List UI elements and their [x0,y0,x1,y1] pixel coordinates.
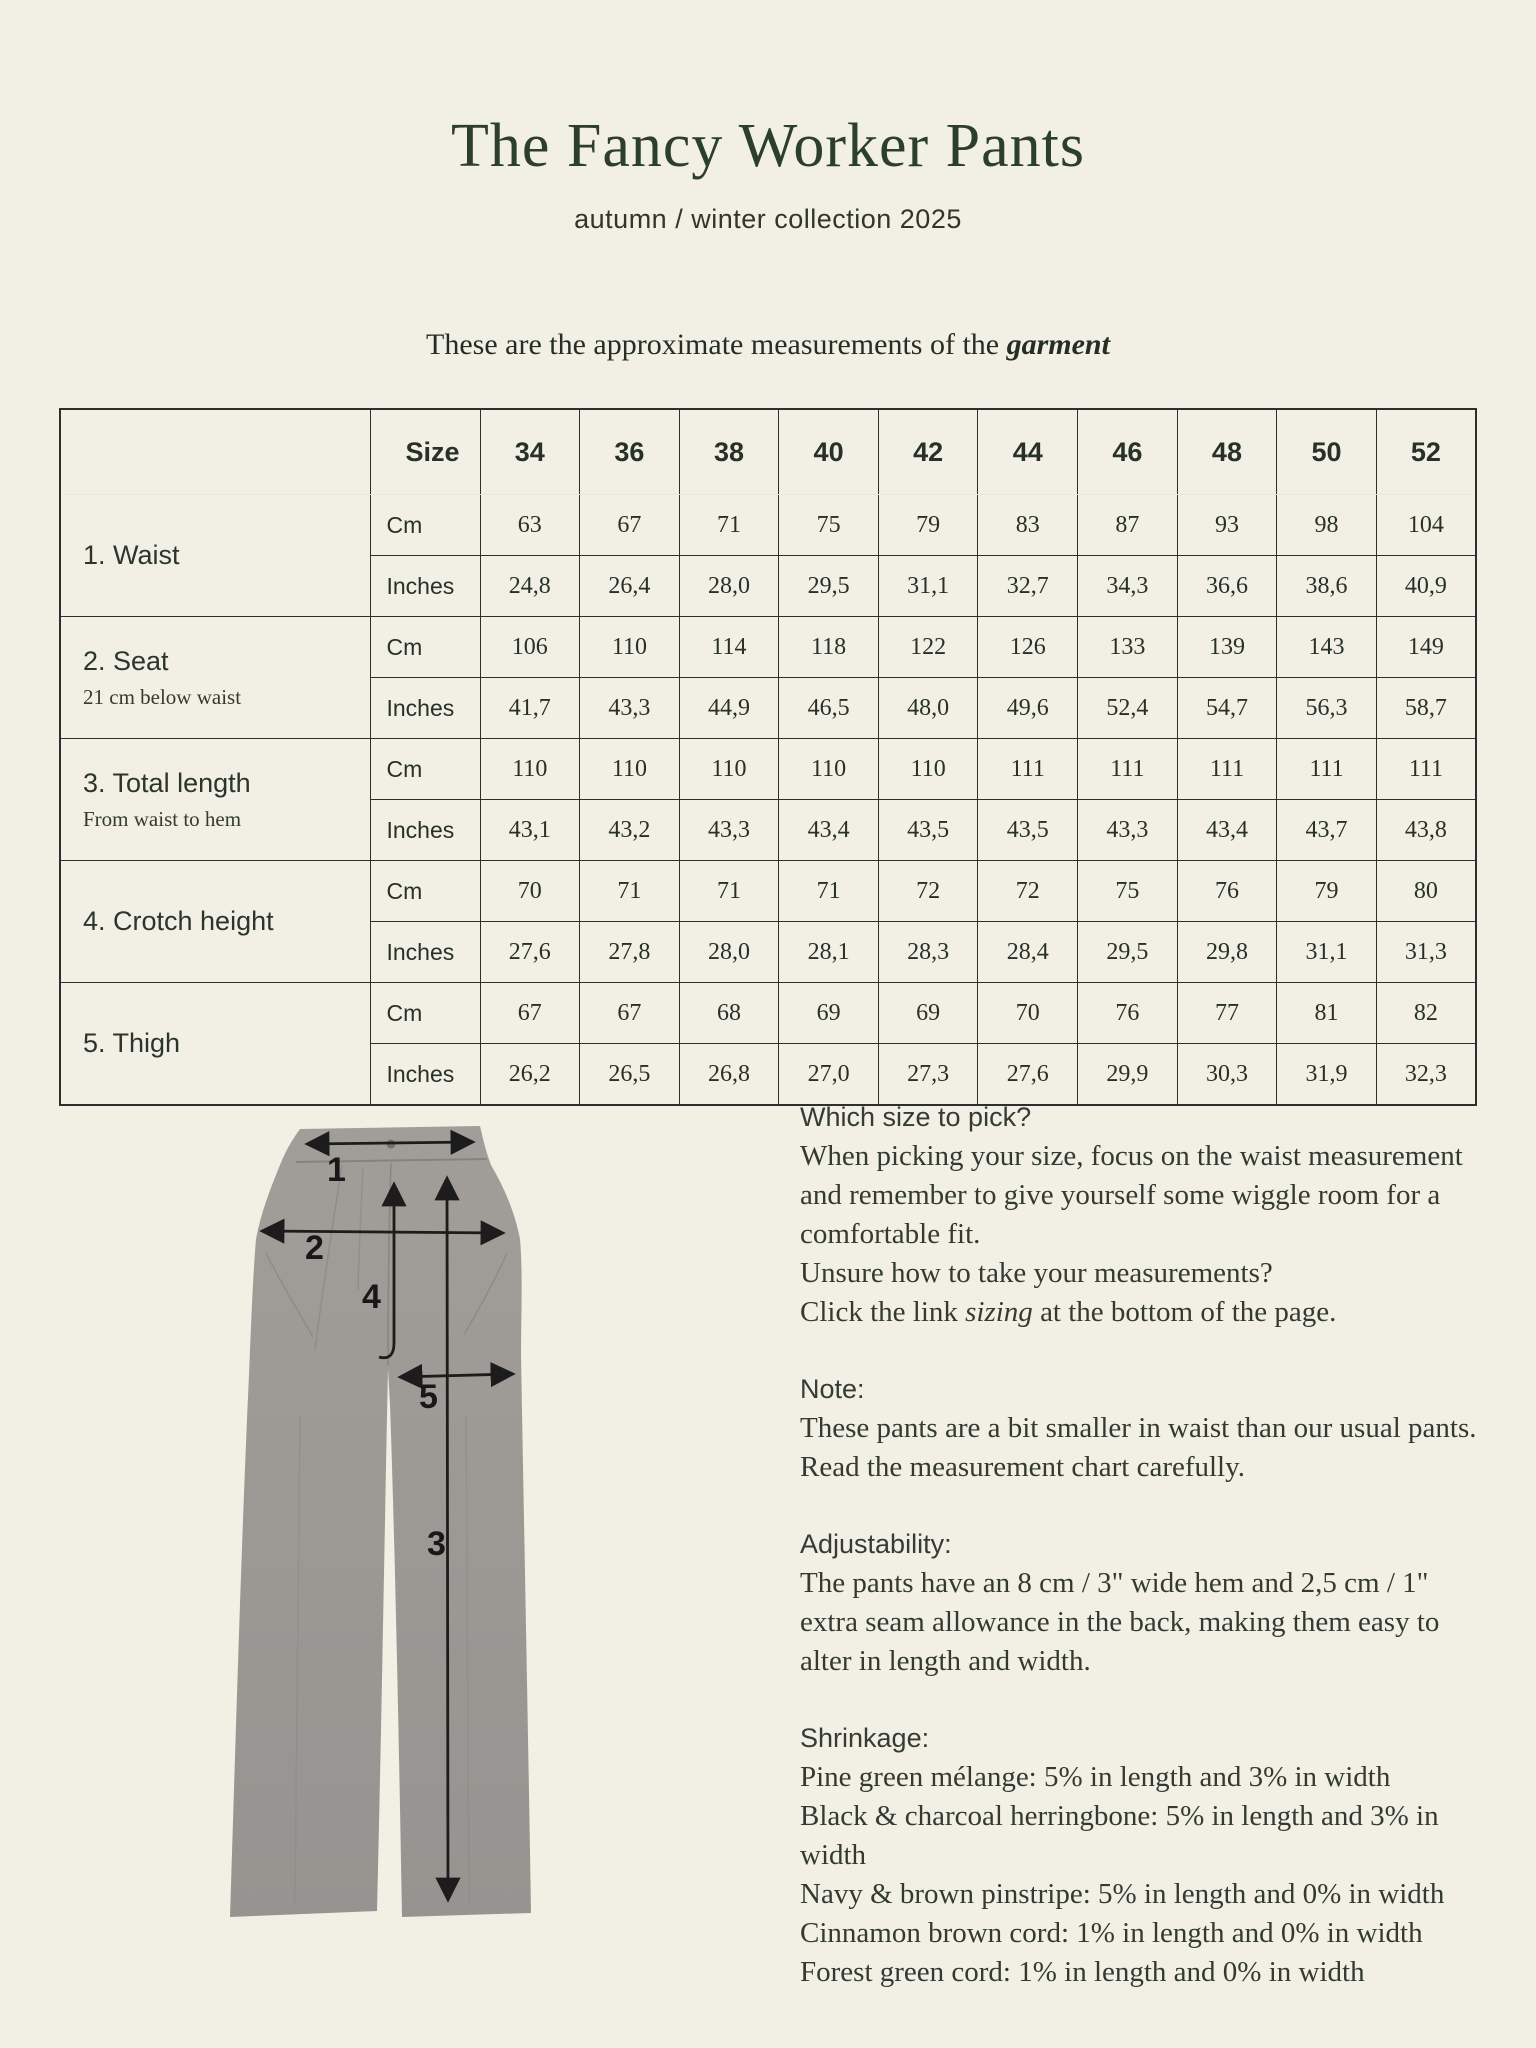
cm-value-cell: 111 [1376,739,1476,800]
cm-value-cell: 79 [1277,861,1377,922]
emphasis-text: sizing [965,1296,1033,1328]
cm-value-cell: 77 [1177,983,1277,1044]
section-heading: Note: [800,1374,865,1404]
seat-arrow [263,1231,502,1233]
inches-value-cell: 27,3 [878,1044,978,1106]
inches-value-cell: 28,0 [679,922,779,983]
inches-value-cell: 43,4 [779,800,879,861]
inches-value-cell: 38,6 [1277,556,1377,617]
cm-unit-cell: Cm [370,617,480,678]
cm-value-cell: 72 [878,861,978,922]
inches-value-cell: 32,3 [1376,1044,1476,1106]
cm-value-cell: 71 [779,861,879,922]
measurement-label: 3. Total length [83,767,251,798]
body-text: Forest green cord: 1% in length and 0% in width [800,1956,1365,1988]
inches-value-cell: 43,3 [580,678,680,739]
inches-value-cell: 30,3 [1177,1044,1277,1106]
section-paragraph [800,1293,1478,1332]
inches-value-cell: 43,1 [480,800,580,861]
cm-value-cell: 76 [1078,983,1178,1044]
inches-value-cell: 43,7 [1277,800,1377,861]
cm-value-cell: 79 [878,495,978,556]
inches-value-cell: 44,9 [679,678,779,739]
page-title: The Fancy Worker Pants [450,112,1085,180]
row-label-cell [60,861,370,983]
measurement-label: 1. Waist [83,540,180,570]
row-label-cell [60,739,370,861]
cm-value-cell: 71 [580,861,680,922]
section-heading: Shrinkage: [800,1723,930,1753]
body-text: Click the link [800,1296,966,1328]
body-text: Navy & brown pinstripe: 5% in length and 0% in width [800,1878,1445,1910]
inches-value-cell: 43,5 [978,800,1078,861]
section-paragraph [800,1254,1478,1293]
cm-value-cell: 126 [978,617,1078,678]
size-header-cell: 36 [580,409,680,495]
size-header-cell: 50 [1277,409,1377,495]
inches-value-cell: 48,0 [878,678,978,739]
section-paragraph [800,1137,1478,1254]
page-subtitle: autumn / winter collection 2025 [574,204,962,234]
measurement-sublabel: From waist to hem [83,806,242,831]
cm-value-cell: 81 [1277,983,1377,1044]
inches-value-cell: 24,8 [480,556,580,617]
cm-value-cell: 67 [580,495,680,556]
cm-value-cell: 110 [580,617,680,678]
cm-value-cell: 82 [1376,983,1476,1044]
cm-unit-cell: Cm [370,495,480,556]
section-paragraph [800,1758,1478,1797]
cm-value-cell: 118 [779,617,879,678]
cm-unit-cell: Cm [370,739,480,800]
cm-value-cell: 63 [480,495,580,556]
inches-value-cell: 43,3 [1078,800,1178,861]
inches-value-cell: 29,9 [1078,1044,1178,1106]
cm-value-cell: 149 [1376,617,1476,678]
row-label-cell [60,983,370,1106]
inches-value-cell: 36,6 [1177,556,1277,617]
size-header-cell: 52 [1376,409,1476,495]
cm-value-cell: 133 [1078,617,1178,678]
size-header-cell: 48 [1177,409,1277,495]
inches-value-cell: 58,7 [1376,678,1476,739]
info-section [800,1098,1478,1332]
inches-value-cell: 26,4 [580,556,680,617]
cm-value-cell: 71 [679,861,779,922]
row-label-cell [60,495,370,617]
cm-value-cell: 70 [978,983,1078,1044]
inches-value-cell: 43,2 [580,800,680,861]
cm-value-cell: 143 [1277,617,1377,678]
section-heading: Adjustability: [800,1529,952,1559]
inches-value-cell: 54,7 [1177,678,1277,739]
info-section [800,1525,1478,1681]
cm-value-cell: 76 [1177,861,1277,922]
cm-value-cell: 87 [1078,495,1178,556]
pants-measurement-diagram [150,1105,590,1945]
info-section [800,1719,1478,1992]
inches-value-cell: 34,3 [1078,556,1178,617]
section-paragraph [800,1953,1478,1992]
inches-value-cell: 28,3 [878,922,978,983]
inches-unit-cell: Inches [370,922,480,983]
inches-value-cell: 27,8 [580,922,680,983]
inches-value-cell: 28,1 [779,922,879,983]
inches-value-cell: 43,8 [1376,800,1476,861]
inches-value-cell: 52,4 [1078,678,1178,739]
cm-value-cell: 69 [878,983,978,1044]
inches-value-cell: 29,8 [1177,922,1277,983]
pants-diagram-container [150,1105,590,1945]
inches-value-cell: 31,1 [1277,922,1377,983]
inches-value-cell: 29,5 [1078,922,1178,983]
inches-unit-cell: Inches [370,556,480,617]
inches-value-cell: 46,5 [779,678,879,739]
size-header-cell: 38 [679,409,779,495]
inches-value-cell: 41,7 [480,678,580,739]
section-paragraph [800,1409,1478,1487]
inches-value-cell: 32,7 [978,556,1078,617]
inches-value-cell: 31,1 [878,556,978,617]
inches-value-cell: 26,2 [480,1044,580,1106]
info-column [800,1098,1478,2030]
cm-value-cell: 110 [779,739,879,800]
cm-value-cell: 110 [878,739,978,800]
body-text: These pants are a bit smaller in waist than our usual pants. Read the measurement chart carefully. [800,1412,1477,1483]
intro-text [0,328,1536,362]
measurement-sublabel: 21 cm below waist [83,684,242,709]
waist-arrow [308,1142,472,1144]
cm-value-cell: 111 [1277,739,1377,800]
measurement-label: 5. Thigh [83,1028,181,1058]
body-text: at the bottom of the page. [1032,1296,1337,1328]
body-text: Black & charcoal herringbone: 5% in length and 3% in width [800,1800,1439,1871]
cm-value-cell: 71 [679,495,779,556]
size-header-cell: 40 [779,409,879,495]
intro-prefix: These are the approximate measurements of the [426,328,1007,361]
body-text: The pants have an 8 cm / 3" wide hem and 2,5 cm / 1" extra seam allowance in the back, making them easy to alter in length and width. [800,1567,1440,1677]
cm-value-cell: 72 [978,861,1078,922]
cm-value-cell: 110 [679,739,779,800]
body-text: Cinnamon brown cord: 1% in length and 0% in width [800,1917,1423,1949]
inches-value-cell: 29,5 [779,556,879,617]
size-chart-head [60,409,1476,495]
inches-value-cell: 43,4 [1177,800,1277,861]
cm-value-cell: 68 [679,983,779,1044]
cm-value-cell: 83 [978,495,1078,556]
total-length-arrow [447,1179,448,1899]
measurement-label: 4. Crotch height [83,906,274,936]
body-text: Unsure how to take your measurements? [800,1257,1273,1289]
inches-unit-cell: Inches [370,678,480,739]
cm-value-cell: 80 [1376,861,1476,922]
row-label-cell [60,617,370,739]
cm-value-cell: 70 [480,861,580,922]
section-heading: Which size to pick? [800,1102,1032,1132]
pants-silhouette-graphic [230,1126,531,1917]
measurement-label: 2. Seat [83,645,169,676]
section-paragraph [800,1875,1478,1914]
cm-value-cell: 122 [878,617,978,678]
inches-value-cell: 40,9 [1376,556,1476,617]
size-header-cell: 44 [978,409,1078,495]
diagram-label-crotch-height: 4 [362,1278,381,1316]
inches-value-cell: 27,6 [978,1044,1078,1106]
cm-value-cell: 67 [480,983,580,1044]
corner-cell [60,409,370,495]
cm-value-cell: 110 [580,739,680,800]
size-chart-table [59,408,1477,1106]
cm-value-cell: 98 [1277,495,1377,556]
inches-value-cell: 27,0 [779,1044,879,1106]
section-paragraph [800,1564,1478,1681]
cm-value-cell: 110 [480,739,580,800]
section-paragraph [800,1797,1478,1875]
cm-value-cell: 104 [1376,495,1476,556]
cm-unit-cell: Cm [370,983,480,1044]
section-paragraph [800,1914,1478,1953]
cm-value-cell: 111 [1078,739,1178,800]
cm-value-cell: 114 [679,617,779,678]
inches-value-cell: 56,3 [1277,678,1377,739]
diagram-label-waist: 1 [327,1151,346,1189]
intro-emphasis-garment: garment [1006,328,1110,361]
inches-value-cell: 26,8 [679,1044,779,1106]
diagram-label-total-length: 3 [427,1525,446,1563]
size-header-cell: 34 [480,409,580,495]
diagram-label-seat: 2 [305,1229,324,1267]
body-text: When picking your size, focus on the waist measurement and remember to give yourself some wiggle room for a comfortable fit. [800,1140,1463,1250]
cm-value-cell: 69 [779,983,879,1044]
size-chart-body [60,495,1476,1106]
inches-value-cell: 43,3 [679,800,779,861]
info-section [800,1370,1478,1487]
inches-value-cell: 28,0 [679,556,779,617]
inches-value-cell: 28,4 [978,922,1078,983]
cm-unit-cell: Cm [370,861,480,922]
cm-value-cell: 111 [1177,739,1277,800]
size-column-header: Size [370,409,480,495]
inches-value-cell: 26,5 [580,1044,680,1106]
size-header-cell: 42 [878,409,978,495]
body-text: Pine green mélange: 5% in length and 3% in width [800,1761,1391,1793]
inches-value-cell: 27,6 [480,922,580,983]
inches-unit-cell: Inches [370,1044,480,1106]
inches-value-cell: 43,5 [878,800,978,861]
cm-value-cell: 75 [779,495,879,556]
header [0,112,1536,235]
cm-value-cell: 67 [580,983,680,1044]
inches-unit-cell: Inches [370,800,480,861]
cm-value-cell: 111 [978,739,1078,800]
cm-value-cell: 93 [1177,495,1277,556]
size-header-cell: 46 [1078,409,1178,495]
cm-value-cell: 139 [1177,617,1277,678]
diagram-label-thigh: 5 [419,1378,438,1416]
cm-value-cell: 106 [480,617,580,678]
cm-value-cell: 75 [1078,861,1178,922]
inches-value-cell: 31,3 [1376,922,1476,983]
inches-value-cell: 31,9 [1277,1044,1377,1106]
inches-value-cell: 49,6 [978,678,1078,739]
